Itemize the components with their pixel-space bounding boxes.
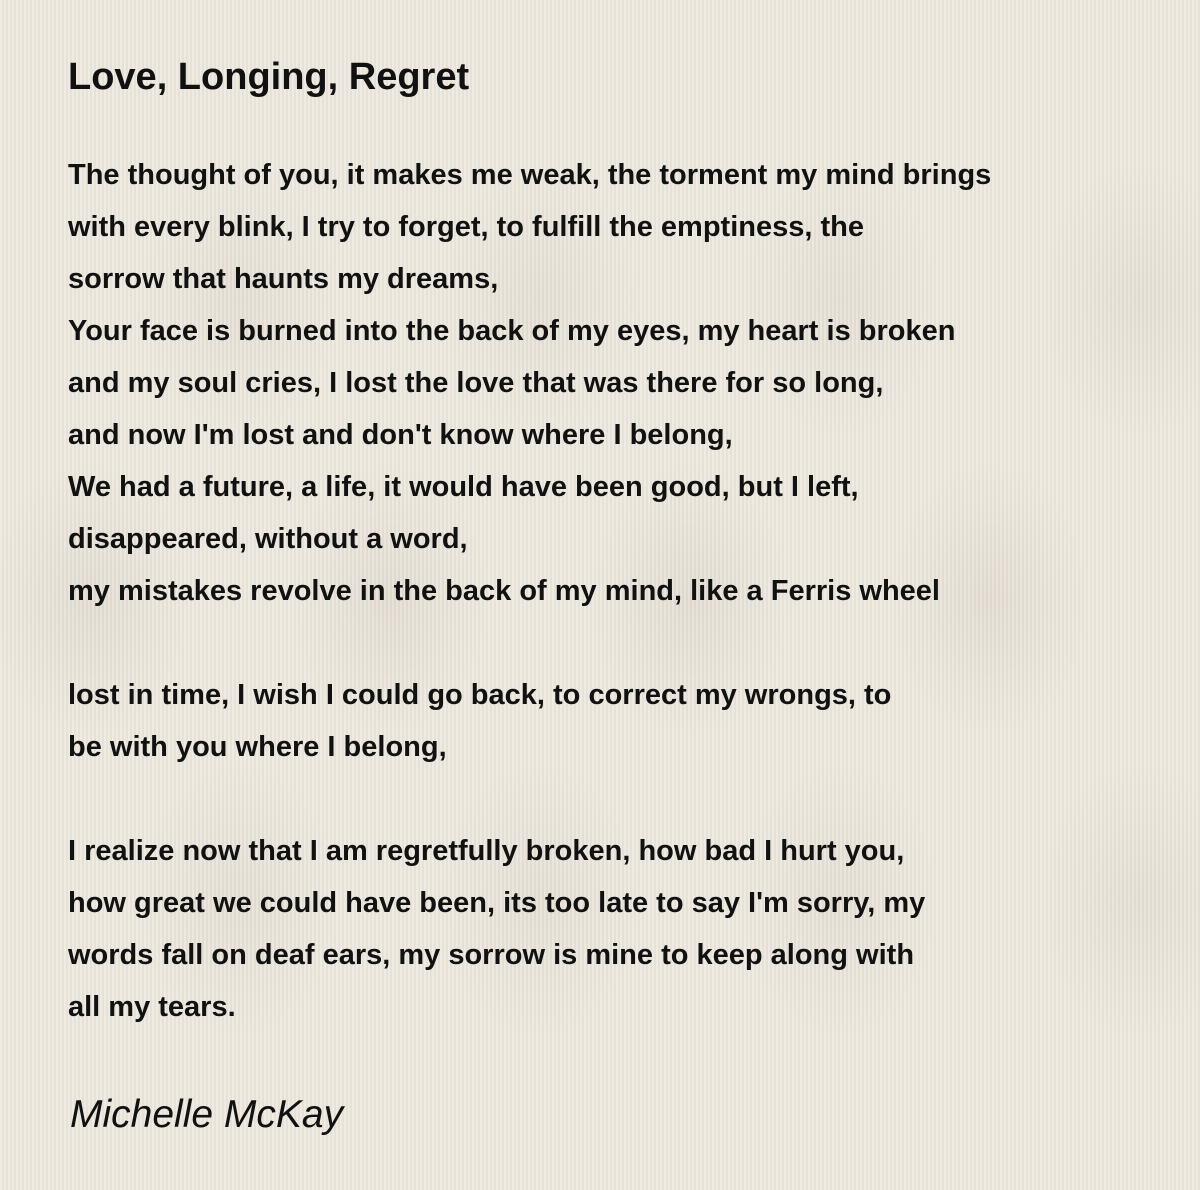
poem-line: sorrow that haunts my dreams, [68,263,499,295]
poem-line: how great we could have been, its too late to say I'm sorry, my [68,887,926,919]
poem-body [68,149,991,1033]
poem-line: The thought of you, it makes me weak, the torment my mind brings [68,159,992,191]
poem-line: with every blink, I try to forget, to fulfill the emptiness, the [68,211,864,243]
poem-author: Michelle McKay [70,1093,344,1136]
poem-line: Your face is burned into the back of my eyes, my heart is broken [68,315,956,347]
poem-line: lost in time, I wish I could go back, to correct my wrongs, to [68,679,892,711]
poem-line: words fall on deaf ears, my sorrow is mine to keep along with [68,939,915,971]
poem-line: my mistakes revolve in the back of my mind, like a Ferris wheel [68,575,940,607]
poem-line: disappeared, without a word, [68,523,468,555]
poem-line: be with you where I belong, [68,731,447,763]
poem-title: Love, Longing, Regret [68,56,470,98]
poem-line: all my tears. [68,991,236,1023]
poem-line: I realize now that I am regretfully broken, how bad I hurt you, [68,835,905,867]
poem-blank-line [68,773,991,825]
poem-line: and my soul cries, I lost the love that was there for so long, [68,367,884,399]
poem-line: We had a future, a life, it would have been good, but I left, [68,471,859,503]
poem-line: and now I'm lost and don't know where I belong, [68,419,733,451]
poem-blank-line [68,617,991,669]
